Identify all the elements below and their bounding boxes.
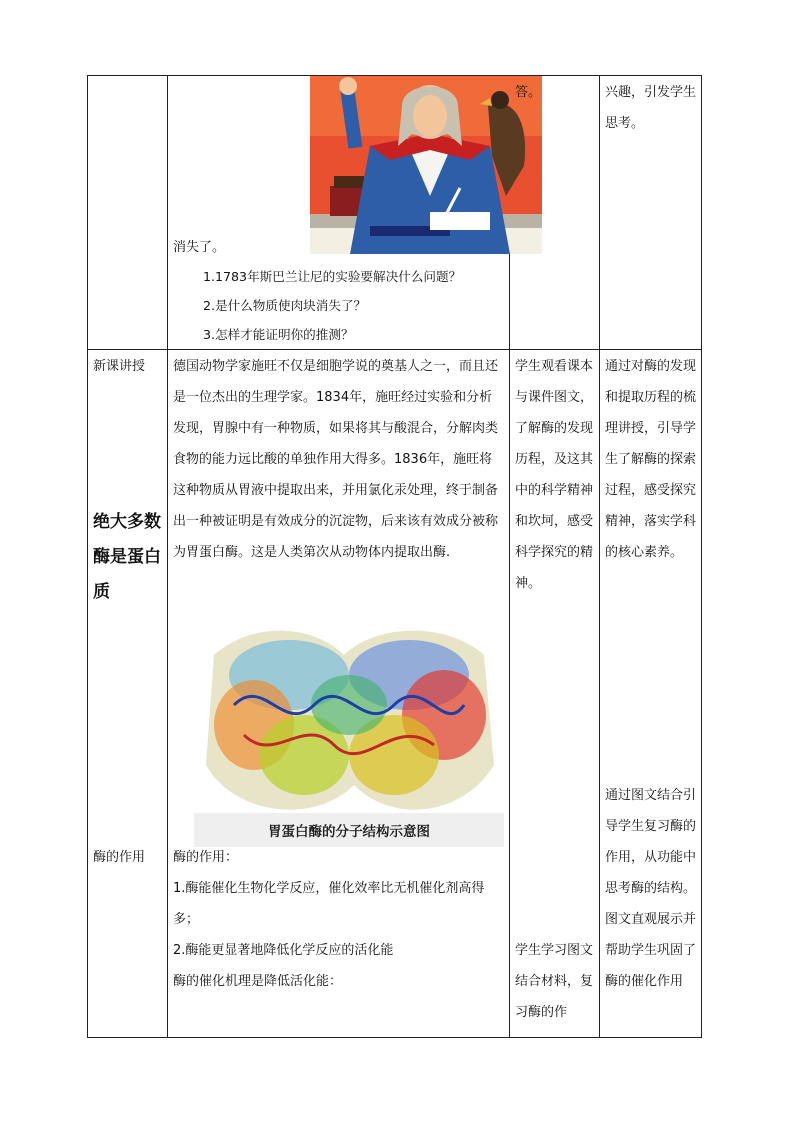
table-row xyxy=(88,350,702,1038)
student-cell xyxy=(510,350,600,1038)
content-cell xyxy=(168,76,510,350)
enzyme-mechanism: 酶的催化机理是降低活化能： xyxy=(173,974,343,989)
enzyme-point-1: 1.酶能催化生物化学反应，催化效率比无机催化剂高得多； xyxy=(173,881,485,927)
student-activity-b: 学生学习图文结合材料，复习酶的作 xyxy=(515,943,594,1020)
content-cell xyxy=(168,350,510,1038)
image-caption: 胃蛋白酶的分子结构示意图 xyxy=(268,824,430,840)
purpose-text: 兴趣，引发学生思考。 xyxy=(605,85,697,131)
lesson-plan-table xyxy=(87,75,702,1038)
purpose-cell xyxy=(600,76,702,350)
question-2: 2.是什么物质使肉块消失了？ xyxy=(203,298,367,313)
enzyme-function-title: 酶的作用： xyxy=(173,850,239,865)
content-paragraph: 德国动物学家施旺不仅是细胞学说的奠基人之一，而且还是一位杰出的生理学家。1834年，施旺经过实验和分析发现，胃腺中有一种物质，如果将其与酸混合，分解肉类食物的能力远比酸的单独作用大得多。1836年，施旺将这种物质从胃液中提取出来，并用氯化汞处理，终于制备出一种被证明是有效成分的沉淀物，后来该有效成分被称为胃蛋白酶。这是人类第次从动物体内提取出酶. xyxy=(173,359,499,560)
phase-label: 新课讲授 xyxy=(93,359,146,374)
purpose-cell xyxy=(600,350,702,1038)
topic-enzyme-function: 酶的作用 xyxy=(93,850,146,865)
topic-enzyme-protein: 绝大多数酶是蛋白质 xyxy=(93,512,161,602)
student-activity-text: 答。 xyxy=(515,85,542,100)
student-cell xyxy=(510,76,600,350)
phase-cell xyxy=(88,76,168,350)
trailing-text: 消失了。 xyxy=(173,240,226,255)
scientist-portrait-image xyxy=(310,76,542,254)
question-3: 3.怎样才能证明你的推测？ xyxy=(203,327,354,342)
phase-cell xyxy=(88,350,168,1038)
pepsin-structure-image xyxy=(194,615,504,847)
purpose-a: 通过对酶的发现和提取历程的梳理讲授，引导学生了解酶的探索过程，感受探究精神，落实学科的核心素养。 xyxy=(605,359,697,560)
purpose-b: 通过图文结合引导学生复习酶的作用，从功能中思考酶的结构。图文直观展示并帮助学生巩固了酶的催化作用 xyxy=(605,788,697,989)
student-activity-a: 学生观看课本与课件图文，了解酶的发现历程，及这其中的科学精神和坎坷，感受科学探究的精神。 xyxy=(515,359,594,591)
table-row xyxy=(88,76,702,350)
question-1: 1.1783年斯巴兰让尼的实验要解决什么问题？ xyxy=(203,269,462,284)
enzyme-point-2: 2.酶能更显著地降低化学反应的活化能 xyxy=(173,943,394,958)
